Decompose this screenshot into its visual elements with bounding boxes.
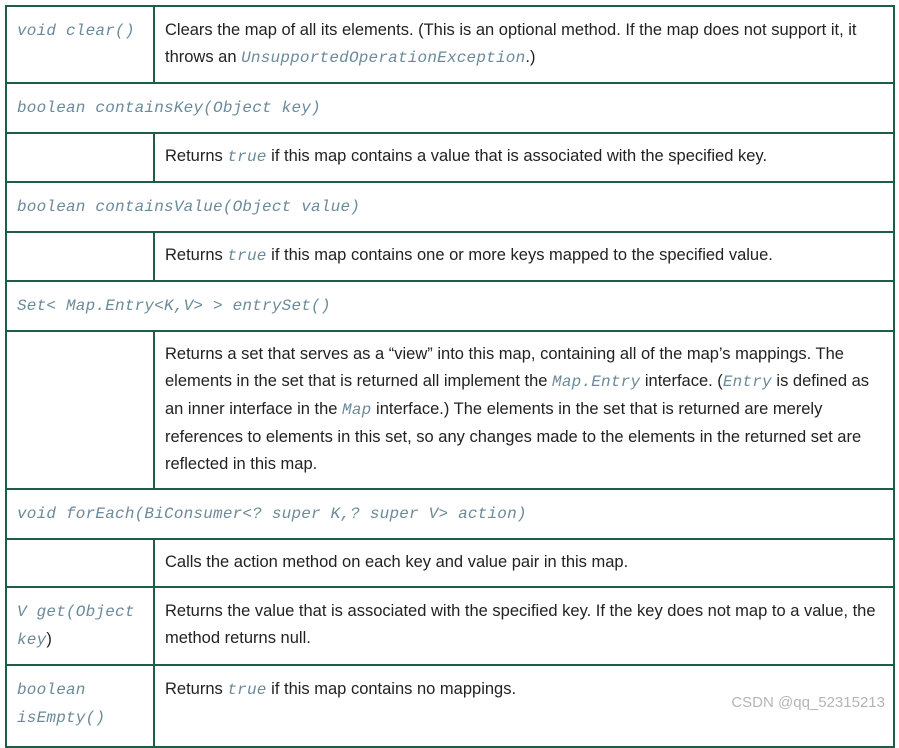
- signature-cell: [6, 489, 894, 539]
- empty-cell: [6, 133, 154, 182]
- description-row-entryset: [6, 331, 894, 489]
- inline-code: true: [227, 148, 267, 166]
- map-methods-table: [5, 5, 895, 748]
- method-signature: Set< Map.Entry<K,V> > entrySet(): [17, 297, 331, 315]
- signature-cell: [6, 182, 894, 232]
- empty-cell: [6, 331, 154, 489]
- description-cell: [154, 6, 894, 83]
- inline-code: true: [227, 681, 267, 699]
- description-text: if this map contains one or more keys mapped to the specified value.: [266, 246, 773, 264]
- signature-cell: [6, 281, 894, 331]
- description-text: Calls the action method on each key and value pair in this map.: [165, 553, 629, 571]
- description-cell: [154, 539, 894, 587]
- description-text: Returns: [165, 147, 228, 165]
- signature-cell: [6, 587, 154, 665]
- description-text: Clears the map of all its elements. (This is an optional method. If the map does not support it, it throws an: [165, 21, 857, 66]
- inline-code: Map.Entry: [552, 373, 641, 391]
- method-row-containsvalue: [6, 182, 894, 232]
- method-signature: V get(Object key: [17, 603, 135, 649]
- method-row-foreach: [6, 489, 894, 539]
- description-text: if this map contains no mappings.: [266, 680, 517, 698]
- inline-code: Map: [342, 401, 372, 419]
- description-row-containskey: [6, 133, 894, 182]
- method-row-get: [6, 587, 894, 665]
- method-row-clear: [6, 6, 894, 83]
- description-text: is defined as an inner interface in the: [165, 372, 870, 418]
- inline-code: Entry: [722, 373, 772, 391]
- description-text: Returns a set that serves as a “view” into this map, containing all of the map’s mappings. The elements in the set that is returned all implement the: [165, 345, 844, 390]
- description-row-containsvalue: [6, 232, 894, 281]
- description-row-foreach: [6, 539, 894, 587]
- description-text: Returns: [165, 680, 228, 698]
- empty-cell: [6, 539, 154, 587]
- description-text: if this map contains a value that is associated with the specified key.: [266, 147, 768, 165]
- method-signature: void forEach(BiConsumer<? super K,? super V> action): [17, 505, 527, 523]
- description-cell: [154, 232, 894, 281]
- method-signature: boolean containsKey(Object key): [17, 99, 321, 117]
- description-cell: [154, 587, 894, 665]
- signature-paren: ): [46, 630, 52, 648]
- method-row-entryset: [6, 281, 894, 331]
- description-text: interface.) The elements in the set that is returned are merely references to elements in this set, so any changes made to the elements in the returned set are reflected in this map.: [165, 400, 862, 473]
- watermark: CSDN @qq_52315213: [731, 694, 885, 711]
- method-signature: boolean isEmpty(): [17, 681, 106, 727]
- inline-code: UnsupportedOperationException: [241, 49, 526, 67]
- method-row-containskey: [6, 83, 894, 133]
- empty-cell: [6, 232, 154, 281]
- description-text: interface. (: [640, 372, 723, 390]
- signature-cell: [6, 83, 894, 133]
- description-cell: [154, 331, 894, 489]
- signature-cell: [6, 6, 154, 83]
- method-signature: boolean containsValue(Object value): [17, 198, 361, 216]
- signature-cell: [6, 665, 154, 747]
- method-signature: void clear(): [17, 22, 135, 40]
- inline-code: true: [227, 247, 267, 265]
- description-text: Returns: [165, 246, 228, 264]
- description-cell: [154, 133, 894, 182]
- description-text: .): [525, 48, 536, 66]
- description-text: Returns the value that is associated with the specified key. If the key does not map to a value, the method returns null.: [165, 602, 876, 647]
